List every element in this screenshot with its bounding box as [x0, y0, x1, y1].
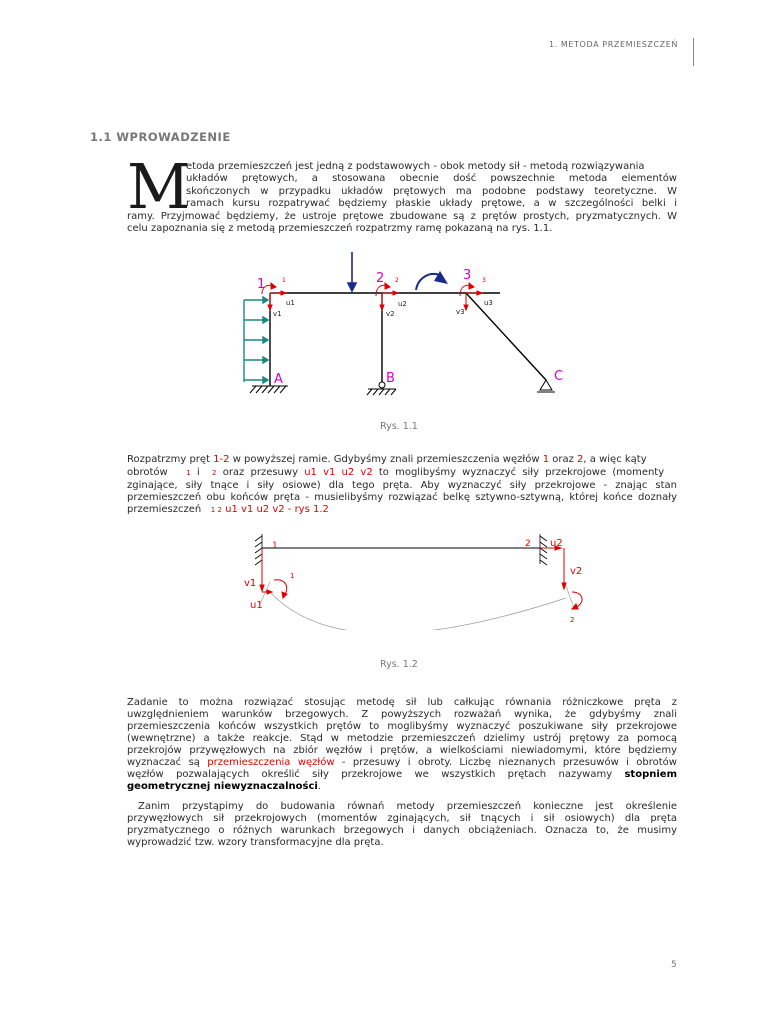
support-label-b: B	[386, 371, 395, 386]
para2-line-3: zginające, siły tnące i siły osiowe) dla tego pręta. Aby wyznaczyć siły przekrojowe - znając stan	[127, 480, 677, 491]
para4-line-3: pryzmatycznego o różnych warunkach brzegowych i danych obciążeniach. Oznacza to, że musimy	[127, 825, 677, 836]
para4-line-4: wyprowadzić tzw. wzory transformacyjne dla pręta.	[127, 837, 384, 848]
para2-line-2	[127, 467, 677, 479]
distributed-load	[244, 297, 268, 383]
node-label-1: 1	[257, 277, 266, 292]
node-ref: 1	[542, 454, 550, 465]
intro-line-1: etoda przemieszczeń jest jedną z podstawowych - obok metody sił - metodą rozwiązywania	[186, 161, 645, 172]
bold-term: stopniem	[624, 769, 677, 780]
intro-line-4: ramach kursu rozpatrywać będziemy płaskie układy prętowe, a w szczególności belki i	[186, 198, 677, 209]
v1-label: v1	[244, 578, 257, 589]
header-rule	[693, 38, 694, 66]
v3-label: v3	[456, 308, 465, 316]
u2-label: u2	[398, 300, 407, 308]
beam-node-label-2: 2	[525, 539, 531, 549]
u1-label: u1	[286, 299, 295, 307]
para4-line-2: przywęzłowych sił przekrojowych (momentów zginających, sił tnących i sił osiowych) dla pręta	[127, 813, 677, 824]
beam-figure	[240, 526, 600, 630]
support-label-c: C	[554, 369, 564, 384]
page-number: 5	[671, 960, 677, 970]
text-run: węzłów pozwalających określić siły przekrojowe we wszystkich prętach nazywamy	[127, 769, 625, 780]
support-label-a: A	[274, 372, 283, 387]
text-run: i	[196, 467, 200, 478]
applied-moment-arrow	[416, 271, 448, 290]
para3-line-2: uwzględnieniem warunków brzegowych. Z powyższych rozważań wynika, że gdybyśmy znali	[127, 709, 677, 720]
node-label-3: 3	[463, 268, 472, 283]
para3-line-4: (wewnętrzne) a także reakcje. Stąd w metodzie przemieszczeń dzielimy ustrój prętowy za pomocą	[127, 733, 677, 744]
highlight-term: przemieszczenia węzłów	[207, 757, 335, 768]
text-run: oraz przesuwy	[222, 467, 298, 478]
displaced-clamps	[260, 582, 574, 608]
bold-term: geometrycznej niewyznaczalności	[127, 781, 318, 792]
intro-line-5: ramy. Przyjmować będziemy, że ustroje prętowe zbudowane są z prętów prostych, pryzmatycznych. W	[127, 211, 677, 222]
text-run: w powyższej ramie. Gdybyśmy znali przemieszczenia węzłów	[229, 454, 543, 465]
node-1-displacements	[262, 283, 286, 310]
figure-2-caption: Rys. 1.2	[380, 659, 418, 670]
intro-line-6: celu zapoznania się z metodą przemieszczeń rozpatrzmy ramę pokazaną na rys. 1.1.	[127, 223, 553, 234]
phi2-label: 2	[570, 616, 575, 624]
running-header: 1. METODA PRZEMIESZCZEŃ	[548, 40, 678, 49]
rotation-symbol: 1	[186, 469, 191, 477]
v2-label: v2	[386, 310, 395, 318]
deflected-shape	[270, 592, 566, 630]
text-run: , a więc kąty	[583, 454, 647, 465]
drop-cap: M	[127, 150, 191, 223]
para2-line-4: przemieszczeń obu końców pręta - musielibyśmy rozwiązać belkę sztywno-sztywną, której końce doznały	[127, 492, 677, 503]
right-clamp	[540, 534, 547, 565]
section-title: 1.1 WPROWADZENIE	[90, 130, 231, 144]
text-run: oraz	[549, 454, 578, 465]
u3-label: u3	[484, 299, 493, 307]
text-run: Rozpatrzmy pręt	[127, 454, 214, 465]
text-run: .	[317, 781, 321, 792]
text-run: wyznaczać są	[127, 757, 208, 768]
figure-1-caption: Rys. 1.1	[380, 421, 418, 432]
para2-line-1	[127, 454, 677, 466]
v2-label: v2	[570, 566, 583, 577]
intro-line-2: układów prętowych, a stosowana obecnie dość powszechnie metoda elementów	[186, 173, 677, 184]
v1-label: v1	[273, 310, 282, 318]
beam-node-label-1: 1	[272, 541, 278, 551]
displacement-symbols: u1 v1 u2 v2	[304, 467, 373, 478]
node-label-2: 2	[376, 271, 385, 286]
u1-label: u1	[250, 600, 263, 611]
support-c-roller	[537, 380, 555, 392]
node-2-displacements	[376, 283, 398, 310]
rotation-symbol: 2	[212, 469, 217, 477]
displacement-symbols: u1 v1 u2 v2 - rys 1.2	[225, 504, 329, 515]
para2-line-5	[127, 504, 677, 516]
phi1-label: 1	[290, 572, 295, 580]
para3-line-6	[127, 757, 677, 769]
rot-label-1: 1	[282, 277, 286, 284]
rot-label-2: 2	[395, 277, 399, 284]
u2-label: u2	[550, 538, 563, 549]
point-load-arrow	[348, 252, 356, 291]
beam-displacement-arrows	[260, 546, 582, 609]
support-a-hatch	[250, 386, 288, 393]
rot-label-3: 3	[482, 277, 486, 284]
rotation-symbols: 1 2	[210, 506, 222, 514]
para3-line-3: przemieszczenia końców wszystkich prętów to moglibyśmy wyznaczyć poszukiwane siły przekrojowe	[127, 721, 677, 732]
text-run: obrotów	[127, 467, 168, 478]
para4-line-1: Zanim przystąpimy do budowania równań metody przemieszczeń konieczne jest określenie	[138, 801, 677, 812]
para3-line-7	[127, 769, 677, 781]
para3-line-1: Zadanie to można rozwiązać stosując metodę sił lub całkując równania różniczkowe pręta z	[127, 697, 677, 708]
text-run: przemieszczeń	[127, 504, 202, 515]
node-ref: 2	[577, 454, 584, 465]
bar-ref: 1-2	[213, 454, 230, 465]
intro-line-3: skończonych w przypadku układów prętowych ma podobne podstawy teoretyczne. W	[186, 186, 677, 197]
para3-line-5: przekrojów przywęzłowych na zbiór węzłów i prętów, a wielkościami niewiadomymi, które będziemy	[127, 745, 677, 756]
text-run: to moglibyśmy wyznaczyć siły przekrojowe (momenty	[378, 467, 665, 478]
para3-line-8	[127, 781, 677, 793]
text-run: - przesuwy i obroty. Liczbę nieznanych przesuwów i obrotów	[334, 757, 677, 768]
frame-figure	[230, 248, 590, 408]
left-clamp	[255, 534, 262, 565]
